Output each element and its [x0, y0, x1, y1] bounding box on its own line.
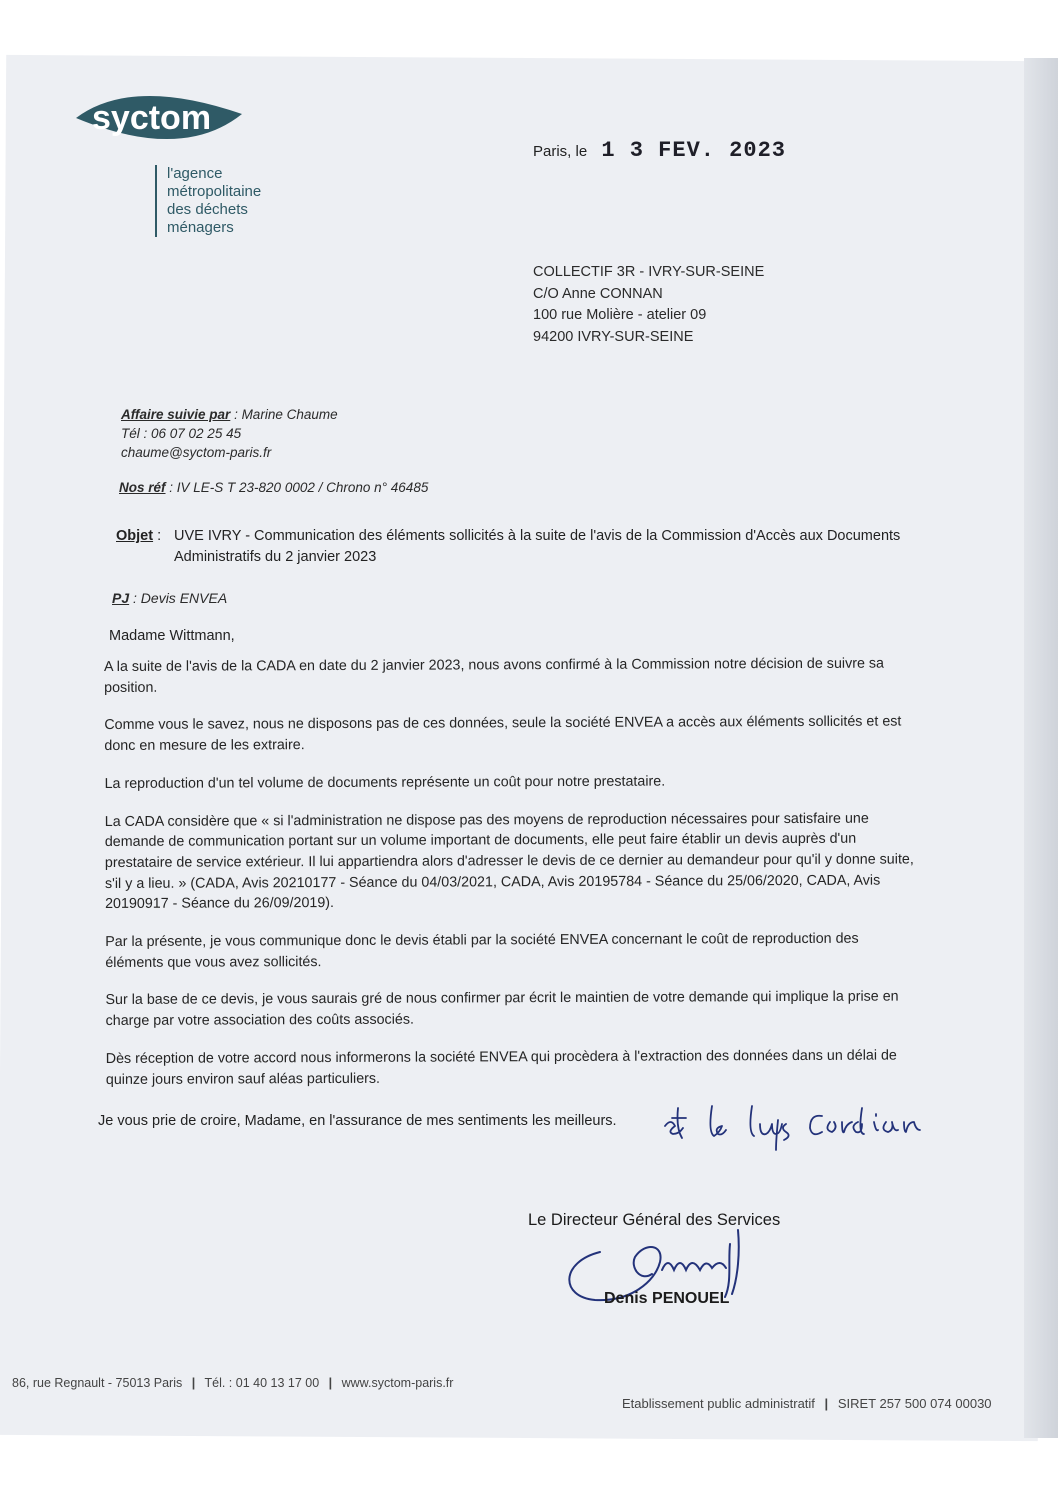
- recipient-line: 100 rue Molière - atelier 09: [533, 307, 707, 323]
- handwritten-note: [660, 1100, 920, 1162]
- date-line: [533, 138, 786, 163]
- subject-line: [116, 526, 906, 565]
- tagline-line: l'agence: [167, 165, 223, 182]
- greeting: Madame Wittmann,: [109, 628, 235, 644]
- body-paragraph: A la suite de l'avis de la CADA en date du 2 janvier 2023, nous avons confirmé à la Commission notre décision de suivre sa position.: [104, 655, 885, 696]
- signatory-title: Le Directeur Général des Services: [528, 1211, 781, 1229]
- tagline-line: métropolitaine: [167, 183, 262, 200]
- attachment-line: [112, 590, 227, 606]
- footer-siret: SIRET 257 500 074 00030: [837, 1396, 992, 1411]
- tagline-line: des déchets: [167, 201, 248, 218]
- footer-address: 86, rue Regnault - 75013 Paris: [12, 1376, 183, 1390]
- phone-line: Tél : 06 07 02 25 45: [121, 426, 242, 441]
- subject-label: Objet: [116, 528, 154, 544]
- footer-separator: |: [328, 1376, 333, 1390]
- affaire-label: Affaire suivie par: [121, 407, 231, 422]
- tagline-line: ménagers: [167, 219, 234, 236]
- footer-contact: [12, 1376, 453, 1390]
- body-paragraph: La reproduction d'un tel volume de documents représente un coût pour notre prestataire.: [104, 773, 666, 792]
- subject-text: UVE IVRY - Communication des éléments sollicités à la suite de l'avis de la Commission d'Accès aux Documents Administratifs du 2 janvier 2023: [174, 528, 901, 565]
- body-paragraph: Sur la base de ce devis, je vous saurais gré de nous confirmer par écrit le maintien de votre demande qui implique la prise en charge par votre association des coûts associés.: [105, 988, 899, 1030]
- logo-tagline: [155, 165, 261, 237]
- attachment-value: : Devis ENVEA: [129, 590, 228, 606]
- body-paragraph: Par la présente, je vous communique donc le devis établi par la société ENVEA concernant le coût de reproduction des éléments que vous avez sollicités.: [105, 930, 859, 971]
- closing-formula: Je vous prie de croire, Madame, en l'assurance de mes sentiments les meilleurs.: [98, 1113, 617, 1129]
- footer-website: www.syctom-paris.fr: [341, 1376, 454, 1390]
- footer-phone: Tél. : 01 40 13 17 00: [204, 1376, 320, 1390]
- body-paragraph: Dès réception de votre accord nous informerons la société ENVEA qui procèdera à l'extraction des données dans un délai de quinze jours environ sauf aléas particuliers.: [105, 1047, 897, 1088]
- logo-text: syctom: [92, 99, 212, 137]
- recipient-address: [533, 262, 764, 348]
- letter-body: [104, 653, 921, 1107]
- footer-separator: |: [191, 1376, 196, 1390]
- paper-edge: [1024, 58, 1058, 1438]
- date-prefix: Paris, le: [533, 143, 588, 160]
- date-stamp: 1 3 FEV. 2023: [601, 138, 786, 163]
- syctom-logo: [72, 80, 247, 158]
- footer-status: Etablissement public administratif: [622, 1396, 815, 1411]
- attachment-label: PJ: [112, 590, 130, 606]
- body-paragraph: La CADA considère que « si l'administration ne dispose pas des moyens de reproduction nécessaires pour satisfaire une demande de communication portant sur un volume important de documents, elle peut faire établir un devis auprès d'un prestataire de service extérieur. Il lui appartiendra alors d'adresser le devis de ce dernier au demandeur pour qu'il y donne suite, s'il y a lieu. » (CADA, Avis 20210177 - Séance du 04/03/2021, CADA, Avis 20195784 - Séance du 25/06/2020, CADA, Avis 20190917 - Séance du 26/09/2019).: [104, 810, 914, 913]
- subject-colon: :: [153, 528, 162, 544]
- recipient-line: COLLECTIF 3R - IVRY-SUR-SEINE: [533, 264, 765, 280]
- nos-ref-label: Nos réf: [119, 480, 166, 495]
- footer-legal: [622, 1396, 992, 1411]
- recipient-line: 94200 IVRY-SUR-SEINE: [533, 328, 694, 345]
- footer-separator: |: [824, 1396, 829, 1411]
- email-line: chaume@syctom-paris.fr: [121, 445, 272, 460]
- signatory-name: Denis PENOUEL: [604, 1290, 730, 1307]
- reference-block: [121, 405, 338, 462]
- body-paragraph: Comme vous le savez, nous ne disposons pas de ces données, seule la société ENVEA a accès aux éléments sollicités et est donc en mesure de les extraire.: [104, 713, 902, 755]
- recipient-line: C/O Anne CONNAN: [533, 285, 663, 302]
- affaire-line: [121, 405, 338, 424]
- nos-ref-value: : IV LE-S T 23-820 0002 / Chrono n° 46485: [165, 480, 429, 495]
- affaire-value: : Marine Chaume: [230, 407, 338, 422]
- nos-ref-line: [119, 480, 428, 495]
